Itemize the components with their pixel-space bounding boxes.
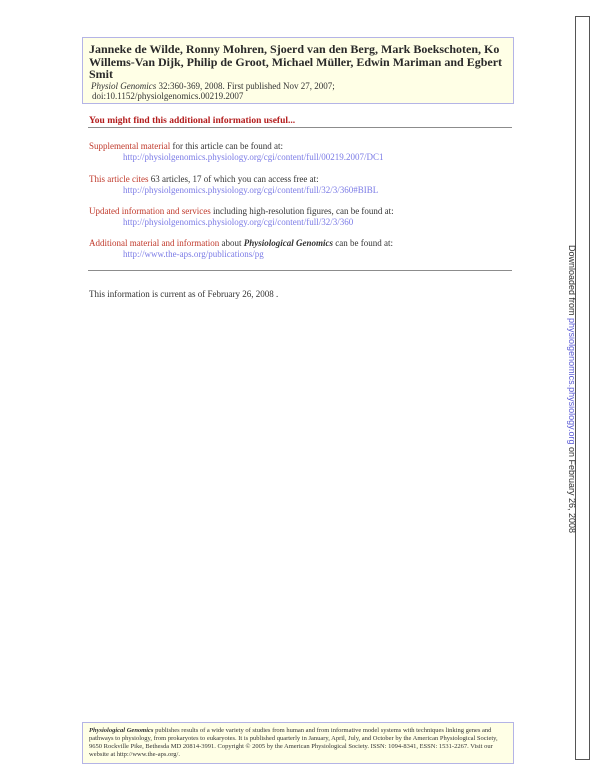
updated-info-link[interactable]: Updated information and services	[89, 206, 211, 216]
additional-info-link[interactable]: Additional material and information	[89, 238, 220, 248]
citation	[89, 81, 507, 91]
entry-cites	[89, 174, 509, 196]
entry-supplemental	[89, 141, 509, 163]
download-suffix: on February 26, 2008	[567, 444, 577, 534]
article-header-box	[82, 37, 514, 104]
section-heading: You might find this additional information useful...	[89, 116, 296, 126]
authors-line-1: Janneke de Wilde, Ronny Mohren, Sjoerd van den Berg, Mark Boekschoten, Ko	[89, 42, 500, 56]
authors-line-2: Willems-Van Dijk, Philip de Groot, Michael Müller, Edwin Mariman and Egbert	[89, 54, 503, 69]
authors-line-3: Smit	[89, 67, 113, 81]
entry-text: including high-resolution figures, can be found at:	[210, 206, 394, 216]
footer-journal: Physiological Genomics	[89, 727, 154, 734]
download-notice	[567, 245, 577, 533]
divider-bottom	[88, 270, 512, 271]
cites-url-link[interactable]: http://physiolgenomics.physiology.org/cgi/content/full/32/3/360#BIBL	[123, 185, 379, 195]
entry-text: about	[219, 238, 244, 248]
entry-additional	[89, 238, 509, 260]
doi: doi:10.1152/physiolgenomics.00219.2007	[92, 90, 244, 101]
download-site-link[interactable]: physiolgenomics.physiology.org	[567, 318, 577, 445]
additional-url-link[interactable]: http://www.the-aps.org/publications/pg	[123, 249, 264, 259]
entry-text: 63 articles, 17 of which you can access free at:	[148, 174, 319, 184]
citation-journal: Physiol Genomics	[91, 80, 157, 91]
entry-updated	[89, 206, 509, 228]
article-cites-link[interactable]: This article cites	[89, 174, 149, 184]
download-sidebar	[575, 16, 590, 760]
entry-journal-name: Physiological Genomics	[243, 238, 333, 248]
updated-url-link[interactable]: http://physiolgenomics.physiology.org/cgi/content/full/32/3/360	[123, 217, 354, 227]
supplemental-material-link[interactable]: Supplemental material	[89, 141, 171, 151]
entry-text: for this article can be found at:	[170, 141, 283, 151]
entry-text: can be found at:	[332, 238, 393, 248]
download-prefix: Downloaded from	[567, 245, 577, 319]
divider-top	[88, 127, 512, 128]
footer-text: publishes results of a wide variety of studies from human and from informative model systems with techniques linking genes and pathways to physiology, from prokaryotes to eukaryotes. It is published quarterly in January, April, July, and October by the American Physiological Society, 9650 Rockville Pike, Bethesda MD 20814-3991. Copyright © 2005 by the American Physiological Society. ISSN: 1094-8341, ESSN: 1531-2267. Visit our website at http://www.the-aps.org/.	[89, 727, 498, 758]
journal-footer	[82, 722, 514, 764]
current-info: This information is current as of February 26, 2008 .	[89, 289, 279, 299]
supplemental-url-link[interactable]: http://physiolgenomics.physiology.org/cgi/content/full/00219.2007/DC1	[123, 152, 384, 162]
citation-details: 32:360-369, 2008. First published Nov 27, 2007;	[156, 80, 335, 91]
